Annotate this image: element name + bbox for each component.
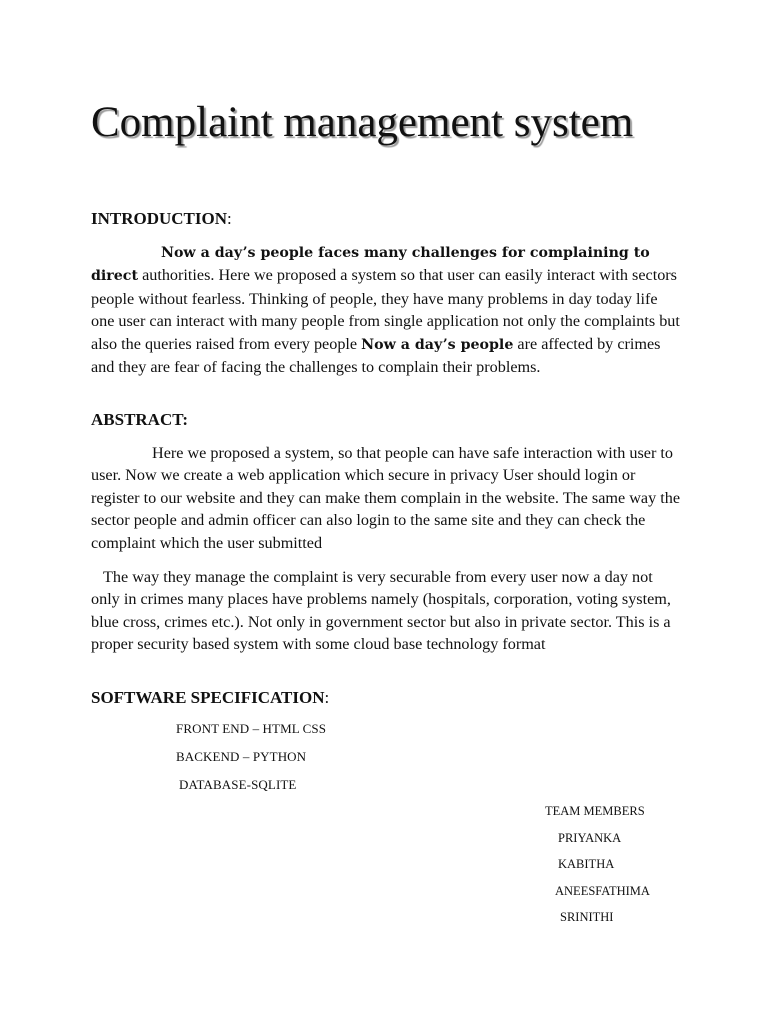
team-member-aneesfathima: ANEESFATHIMA <box>555 884 650 898</box>
abstract-paragraph-1-text: Here we proposed a system, so that people can have safe interaction with user to user. Now we create a web application which secure in privacy User should login or register to our website and they can make them complain in the website. The same way the sector people and admin officer can also login to the same site and they can check the complaint which the user submitted <box>91 444 681 552</box>
introduction-heading <box>91 209 232 229</box>
spec-item-backend: BACKEND – PYTHON <box>176 749 307 764</box>
team-member-priyanka: PRIYANKA <box>558 831 622 845</box>
team-member-kabitha: KABITHA <box>558 857 615 871</box>
abstract-paragraph-2 <box>91 566 681 656</box>
software-specification-heading <box>91 688 329 708</box>
spec-item-front-end: FRONT END – HTML CSS <box>176 721 327 736</box>
introduction-paragraph <box>91 241 681 378</box>
introduction-lead-bold: Now a day’s people faces many challenges for complaining to direct <box>91 245 650 285</box>
introduction-text-1: authorities. Here we proposed a system so that user can easily interact with sectors people without fearless. Thinking of people, they have many problems in day today life one user can interact with many people from single application not only the complaints but also the queries raised from every people <box>91 266 680 353</box>
document-title: Complaint management system <box>91 99 634 146</box>
abstract-paragraph-2-text: The way they manage the complaint is very securable from every user now a day not only in crimes many places have problems namely (hospitals, corporation, voting system, blue cross, crimes etc.). Not only in government sector but also in private sector. This is a proper security based system with some cloud base technology format <box>91 568 671 654</box>
team-member-srinithi: SRINITHI <box>560 910 614 924</box>
software-specification-colon: : <box>324 688 330 707</box>
introduction-heading-text: INTRODUCTION <box>91 209 228 228</box>
abstract-paragraph-1 <box>91 442 681 554</box>
introduction-heading-colon: : <box>227 209 232 228</box>
spec-item-database: DATABASE-SQLITE <box>179 777 297 792</box>
introduction-text-2: are affected by crimes and they are fear of facing the challenges to complain their problems. <box>91 334 661 377</box>
team-members-heading: TEAM MEMBERS <box>545 804 645 818</box>
introduction-inline-bold: Now a day’s people <box>361 336 514 353</box>
abstract-heading: ABSTRACT: <box>91 410 188 429</box>
software-specification-heading-text: SOFTWARE SPECIFICATION <box>91 688 325 707</box>
